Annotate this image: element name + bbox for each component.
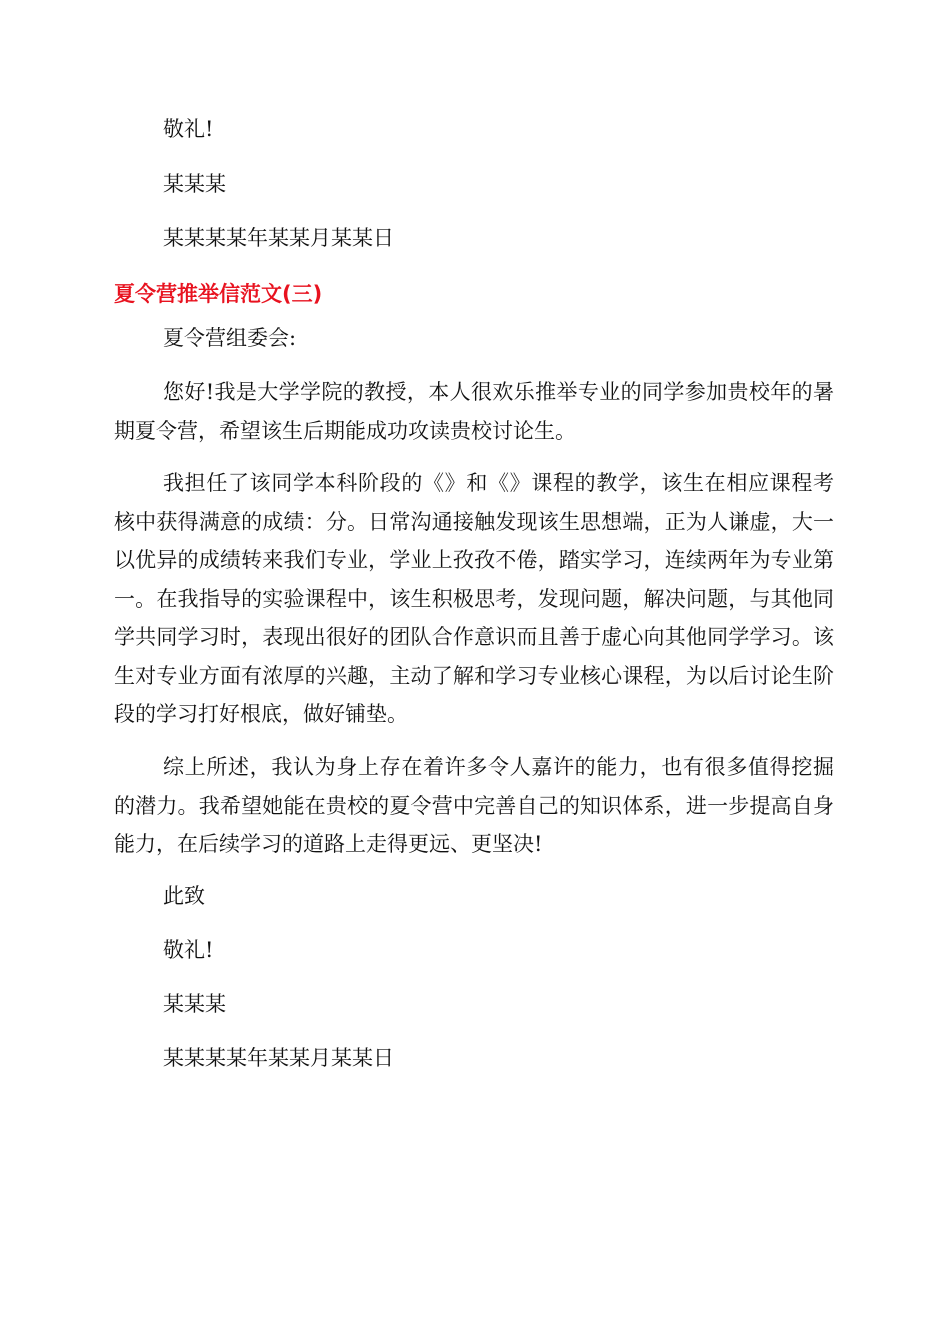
letter-paragraph-3: 综上所述，我认为身上存在着许多令人嘉许的能力，也有很多值得挖掘的潜力。我希望她能在贵校的夏令营中完善自己的知识体系，进一步提高自身能力，在后续学习的道路上走得更远、更坚决! xyxy=(114,755,834,856)
closing-salute: 敬礼! xyxy=(163,117,214,141)
letter-paragraph-2: 我担任了该同学本科阶段的《》和《》课程的教学，该生在相应课程考核中获得满意的成绩：分。日常沟通接触发现该生思想端，正为人谦虚，大一以优异的成绩转来我们专业，学业上孜孜不倦，踏实学习，连续两年为专业第一。在我指导的实验课程中，该生积极思考，发现问题，解决问题，与其他同学共同学习时，表现出很好的团队合作意识而且善于虚心向其他同学学习。该生对专业方面有浓厚的兴趣，主动了解和学习专业核心课程，为以后讨论生阶段的学习打好根底，做好铺垫。 xyxy=(114,471,834,726)
closing-zhi: 此致 xyxy=(163,884,205,908)
letter-paragraph-1: 您好!我是大学学院的教授，本人很欢乐推举专业的同学参加贵校年的暑期夏令营，希望该生后期能成功攻读贵校讨论生。 xyxy=(114,380,834,443)
closing-date: 某某某某年某某月某某日 xyxy=(163,226,394,250)
closing-date-2: 某某某某年某某月某某日 xyxy=(163,1046,394,1070)
closing-signature: 某某某 xyxy=(163,172,226,196)
closing-salute-2: 敬礼! xyxy=(163,938,214,962)
section-heading: 夏令营推举信范文(三) xyxy=(114,282,323,306)
closing-signature-2: 某某某 xyxy=(163,992,226,1016)
letter-greeting: 夏令营组委会: xyxy=(163,326,297,350)
